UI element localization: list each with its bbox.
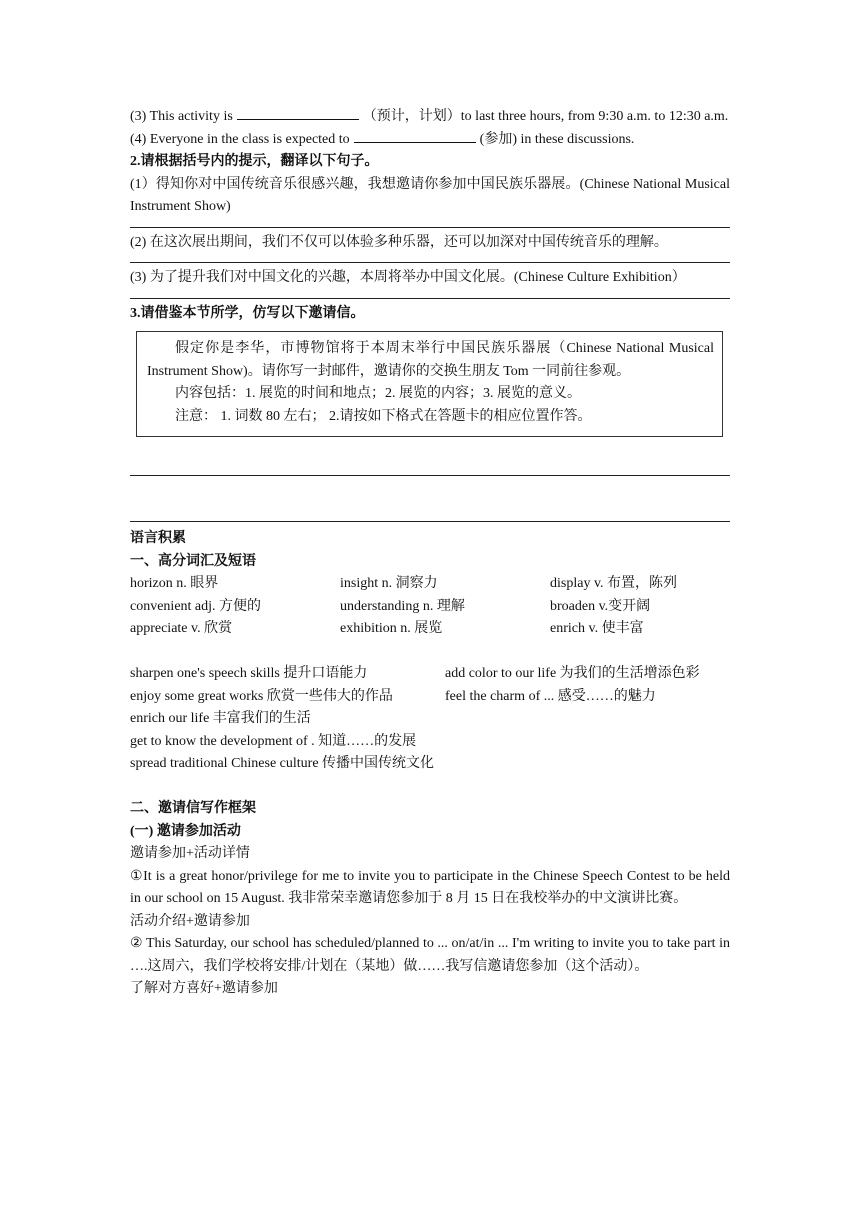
translation-1: (1）得知你对中国传统音乐很感兴趣，我想邀请你参加中国民族乐器展。(Chinese National Musical Instrument Show): [130, 176, 730, 214]
framework-label-1: 邀请参加+活动详情: [130, 846, 250, 861]
phrase-item: feel the charm of ... 感受……的魅力: [445, 688, 656, 704]
language-title: 语言积累: [130, 531, 186, 546]
phrase-item: enrich our life 丰富我们的生活: [130, 711, 311, 726]
phrase-item: enjoy some great works 欣赏一些伟大的作品: [130, 688, 393, 704]
q4-line: [130, 129, 730, 152]
translation-3: (3) 为了提升我们对中国文化的兴趣，本周将举办中国文化展。(Chinese Culture Exhibition）: [130, 270, 686, 285]
writing-prompt-box: [136, 331, 723, 437]
vocab-item: broaden v.变开阔: [550, 598, 651, 614]
q4-text-a: (4) Everyone in the class is expected to: [130, 131, 350, 147]
writing-line-2[interactable]: [130, 521, 730, 522]
section3-title: 3.请借鉴本节所学，仿写以下邀请信。: [130, 305, 365, 321]
q3-text-a: (3) This activity is: [130, 109, 233, 124]
answer-line-1[interactable]: [130, 227, 730, 228]
translation-2: (2) 在这次展出期间，我们不仅可以体验多种乐器，还可以加深对中国传统音乐的理解。: [130, 234, 668, 250]
vocab-item: convenient adj. 方便的: [130, 598, 262, 614]
vocab-item: exhibition n. 展览: [340, 621, 443, 636]
phrase-item: sharpen one's speech skills 提升口语能力: [130, 666, 368, 681]
phrase-item: get to know the development of . 知道……的发展: [130, 733, 417, 749]
vocab-item: enrich v. 使丰富: [550, 621, 644, 636]
vocab-grid: [130, 573, 730, 641]
example-1: ①It is a great honor/privilege for me to invite you to participate in the Chinese Speech Contest to be held in our school on 15 August. 我非常荣幸邀请您参加于 8 月 15 日在我校举办的中文演讲比赛。: [130, 868, 730, 906]
vocab-item: insight n. 洞察力: [340, 576, 438, 591]
phrase-grid: [130, 663, 730, 708]
prompt-para-1: 假定你是李华，市博物馆将于本周末举行中国民族乐器展（Chinese National Musical Instrument Show)。请你写一封邮件，邀请你的交换生朋友 Tom 一同前往参观。: [147, 341, 714, 379]
prompt-para-3: 注意： 1. 词数 80 左右； 2.请按如下格式在答题卡的相应位置作答。: [175, 408, 592, 424]
q3-line: [130, 106, 730, 129]
framework-subtitle: (一) 邀请参加活动: [130, 823, 241, 839]
prompt-para-2: 内容包括：1. 展览的时间和地点；2. 展览的内容；3. 展览的意义。: [175, 386, 581, 401]
framework-label-3: 了解对方喜好+邀请参加: [130, 981, 278, 996]
phrase-item: add color to our life 为我们的生活增添色彩: [445, 666, 700, 681]
q3-blank[interactable]: [237, 106, 359, 120]
vocab-item: horizon n. 眼界: [130, 576, 219, 591]
vocab-item: understanding n. 理解: [340, 598, 465, 614]
q4-blank[interactable]: [354, 129, 476, 143]
framework-label-2: 活动介绍+邀请参加: [130, 913, 250, 929]
framework-title: 二、邀请信写作框架: [130, 801, 256, 816]
vocab-item: display v. 布置，陈列: [550, 576, 678, 591]
document-content: [130, 106, 730, 1001]
answer-line-2[interactable]: [130, 262, 730, 263]
phrase-item: spread traditional Chinese culture 传播中国传统文化: [130, 756, 435, 771]
vocab-subtitle: 一、高分词汇及短语: [130, 553, 256, 569]
q3-text-b: （预计，计划）to last three hours, from 9:30 a.m. to 12:30 a.m.: [362, 109, 729, 124]
answer-line-3[interactable]: [130, 298, 730, 299]
section2-title: 2.请根据括号内的提示，翻译以下句子。: [130, 154, 379, 169]
writing-line-1[interactable]: [130, 475, 730, 476]
q4-text-b: (参加) in these discussions.: [479, 131, 635, 147]
vocab-item: appreciate v. 欣赏: [130, 621, 233, 636]
example-2: ② This Saturday, our school has scheduled/planned to ... on/at/in ... I'm writing to invite you to take part in ….这周六，我们学校将安排/计划在（某地）做……我写信邀请您参加（这个活动）。: [130, 936, 730, 974]
